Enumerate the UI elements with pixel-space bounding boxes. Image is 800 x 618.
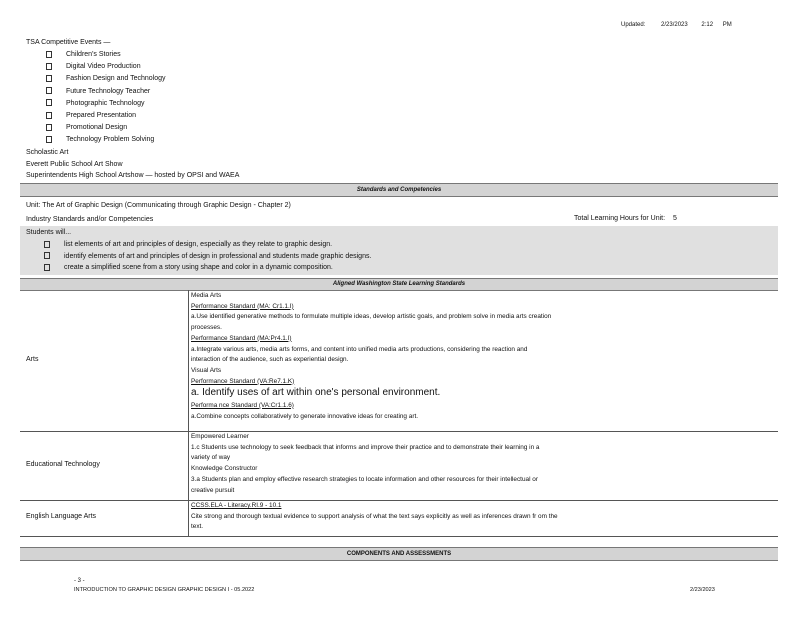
standard-code: Performa nce Standard (VA:Cr1.1.6) — [191, 401, 294, 409]
tsa-event-label: Fashion Design and Technology — [66, 75, 166, 83]
footer-page-number: - 3 - — [74, 578, 85, 584]
aligned-standards-bar: Aligned Washington State Learning Standards — [20, 278, 778, 291]
bullet-icon — [46, 63, 52, 70]
standard-text: a.Use identified generative methods to formulate multiple ideas, develop artistic goals, and problem solve in media arts creation — [191, 313, 552, 321]
updated-time: 2:12 — [701, 22, 714, 28]
bullet-icon — [46, 136, 52, 143]
standard-text: 1.c Students use technology to seek feedback that informs and improve their practice and to demonstrate their learning in a — [191, 443, 540, 451]
student-objective — [44, 240, 332, 249]
standard-text: a. Identify uses of art within one's personal environment. — [191, 387, 441, 399]
tsa-event-item — [46, 87, 150, 96]
tsa-heading: TSA Competitive Events — — [26, 39, 111, 46]
standard-text: Cite strong and thorough textual evidence to support analysis of what the text says explicitly as well as inferences drawn fr om the — [191, 512, 558, 520]
student-objective — [44, 263, 333, 272]
superintendents-line: Superintendents High School Artshow — hosted by OPSI and WAEA — [26, 172, 240, 179]
total-hours-label: Total Learning Hours for Unit: — [574, 215, 666, 222]
tsa-event-label: Photographic Technology — [66, 99, 145, 107]
tsa-event-label: Children's Stories — [66, 51, 121, 58]
standard-text: interaction of the audience, such as experiential design. — [191, 356, 349, 364]
column-divider — [188, 290, 189, 431]
standard-text: processes. — [191, 324, 222, 332]
standard-code: Performance Standard (MA: Cr1.1.I) — [191, 302, 294, 310]
standard-text: Empowered Learner — [191, 433, 249, 440]
students-lead: Students will... — [26, 229, 72, 236]
column-divider — [188, 500, 189, 536]
tsa-event-label: Promotional Design — [66, 124, 128, 132]
standards-row-label: Educational Technology — [26, 461, 100, 468]
components-bar: COMPONENTS AND ASSESSMENTS — [20, 547, 778, 561]
bullet-icon — [46, 75, 52, 82]
bullet-icon — [44, 264, 50, 271]
tsa-event-item — [46, 111, 136, 120]
tsa-event-item — [46, 99, 144, 108]
everett-line: Everett Public School Art Show — [26, 161, 123, 168]
standard-text: variety of way — [191, 454, 231, 462]
unit-line: Unit: The Art of Graphic Design (Communicating through Graphic Design - Chapter 2) — [26, 202, 291, 209]
standards-bar: Standards and Competencies — [20, 183, 778, 197]
standard-text: a.Integrate various arts, media arts forms, and content into unified media arts productions, considering the reaction and — [191, 345, 528, 353]
column-divider — [188, 431, 189, 500]
tsa-event-label: Prepared Presentation — [66, 112, 137, 119]
standard-code: CCSS.ELA - Literacy.RI.9 - 10.1 — [191, 502, 282, 509]
tsa-event-item — [46, 62, 141, 71]
bullet-icon — [44, 252, 50, 259]
footer-date: 2/23/2023 — [690, 587, 715, 593]
total-hours — [574, 215, 677, 222]
standard-code: Performance Standard (VA:Re7.1.K) — [191, 377, 295, 385]
tsa-event-label: Future Technology Teacher — [66, 87, 151, 95]
scholastic-line: Scholastic Art — [26, 149, 69, 156]
standard-text: text. — [191, 523, 204, 531]
standard-text: a.Combine concepts collaboratively to generate innovative ideas for creating art. — [191, 412, 418, 420]
student-objective-text: identify elements of art and principles of design in professional and students made graphic designs. — [64, 252, 372, 260]
tsa-event-label: Technology Problem Solving — [66, 136, 155, 144]
bullet-icon — [46, 124, 52, 131]
tsa-event-item — [46, 50, 121, 59]
tsa-event-label: Digital Video Production — [66, 63, 141, 71]
bullet-icon — [46, 112, 52, 119]
bullet-icon — [46, 51, 52, 58]
bullet-icon — [46, 99, 52, 106]
updated-ampm: PM — [722, 22, 732, 28]
tsa-event-item — [46, 135, 154, 144]
industry-line: Industry Standards and/or Competencies — [26, 216, 154, 223]
total-hours-value: 5 — [673, 215, 677, 222]
tsa-event-item — [46, 123, 127, 132]
standard-text: creative pursuit — [191, 486, 235, 494]
student-objective-text: create a simplified scene from a story using shape and color in a dynamic composition. — [64, 264, 333, 271]
student-objective-text: list elements of art and principles of design, especially as they relate to graphic design. — [64, 241, 333, 248]
updated-stamp — [621, 22, 732, 28]
standard-text: Visual Arts — [191, 366, 222, 374]
standard-text: Knowledge Constructor — [191, 465, 258, 473]
standard-text: Media Arts — [191, 292, 222, 299]
standards-row-label: English Language Arts — [26, 513, 97, 520]
standard-code: Performance Standard (MA:Pr4.1.I) — [191, 334, 292, 342]
bullet-icon — [46, 87, 52, 94]
updated-date: 2/23/2023 — [661, 22, 688, 28]
updated-label: Updated: — [621, 22, 646, 28]
footer-title: INTRODUCTION TO GRAPHIC DESIGN GRAPHIC DESIGN I - 05.2022 — [74, 587, 255, 593]
standards-row-label: Arts — [26, 356, 39, 363]
tsa-event-item — [46, 74, 166, 83]
bullet-icon — [44, 241, 50, 248]
standard-text: 3.a Students plan and employ effective research strategies to locate information and other resources for their intellectual or — [191, 475, 538, 483]
student-objective — [44, 252, 371, 261]
